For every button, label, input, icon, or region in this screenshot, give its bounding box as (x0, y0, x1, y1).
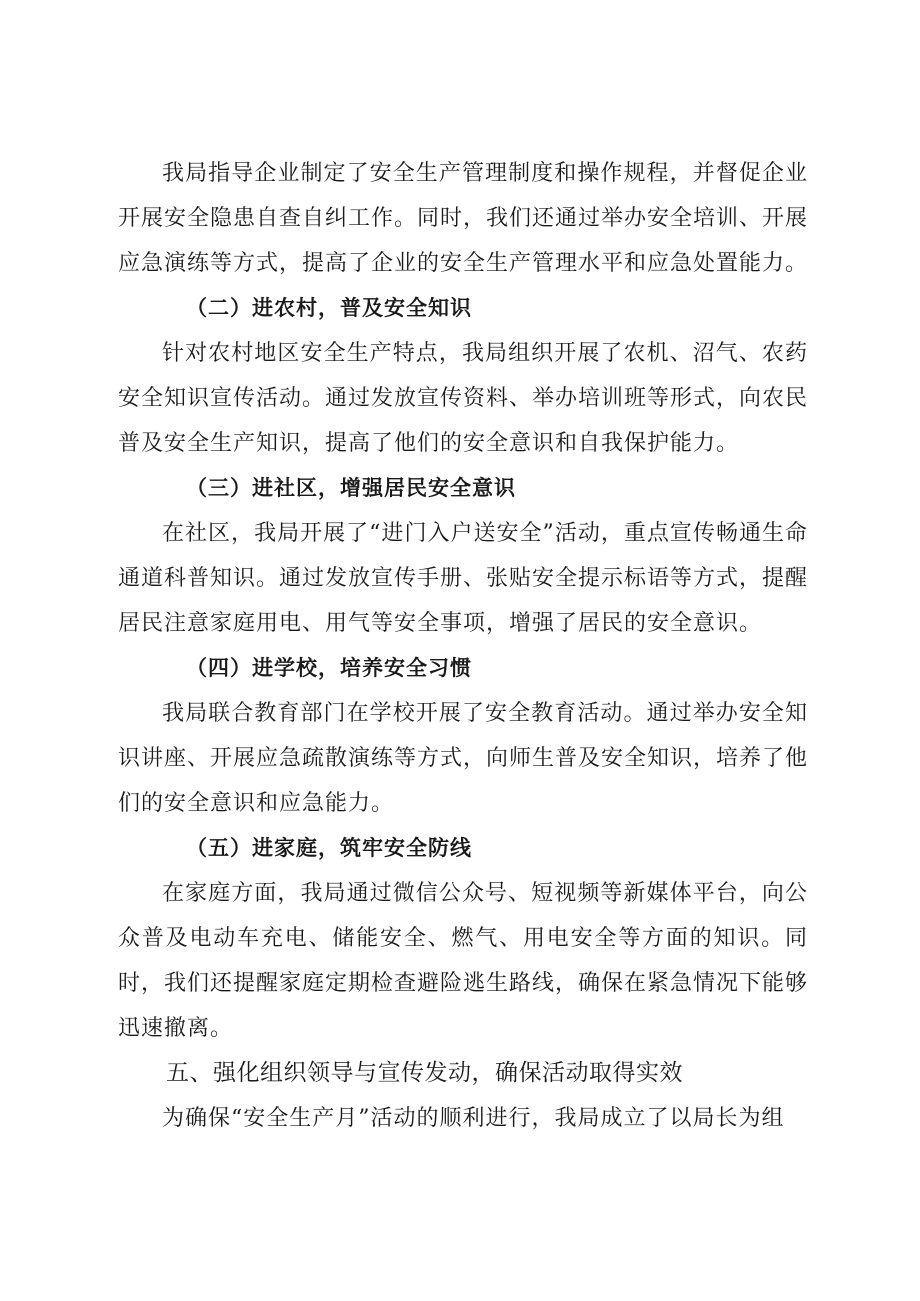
subheading-rural: （二）进农村，普及安全知识 (186, 296, 472, 320)
subheading-community: （三）进社区，增强居民安全意识 (186, 476, 516, 500)
paragraph-family-safety: 在家庭方面，我局通过微信公众号、短视频等新媒体平台，向公众普及电动车充电、储能安全、燃气、用电安全等方面的知识。同时，我们还提醒家庭定期检查避险逃生路线，确保在紧急情况下能够迅速撤离。 (118, 881, 809, 1041)
paragraph-school-safety: 我局联合教育部门在学校开展了安全教育活动。通过举办安全知识讲座、开展应急疏散演练等方式，向师生普及安全知识，培养了他们的安全意识和应急能力。 (118, 701, 809, 816)
section-heading-organization: 五、强化组织领导与宣传发动，确保活动取得实效 (166, 1060, 683, 1086)
subheading-school: （四）进学校，培养安全习惯 (186, 656, 472, 680)
paragraph-rural-safety: 针对农村地区安全生产特点，我局组织开展了农机、沼气、农药安全知识宣传活动。通过发放宣传资料、举办培训班等形式，向农民普及安全生产知识，提高了他们的安全意识和自我保护能力。 (118, 341, 809, 456)
document-body (118, 151, 808, 1141)
subheading-family: （五）进家庭，筑牢安全防线 (186, 836, 472, 860)
paragraph-organization: 为确保“安全生产月”活动的顺利进行，我局成立了以局长为组 (162, 1106, 785, 1131)
paragraph-community-safety: 在社区，我局开展了“进门入户送安全”活动，重点宣传畅通生命通道科普知识。通过发放宣传手册、张贴安全提示标语等方式，提醒居民注意家庭用电、用气等安全事项，增强了居民的安全意识。 (118, 521, 809, 636)
paragraph-enterprise-safety: 我局指导企业制定了安全生产管理制度和操作规程，并督促企业开展安全隐患自查自纠工作。同时，我们还通过举办安全培训、开展应急演练等方式，提高了企业的安全生产管理水平和应急处置能力。 (118, 161, 809, 276)
